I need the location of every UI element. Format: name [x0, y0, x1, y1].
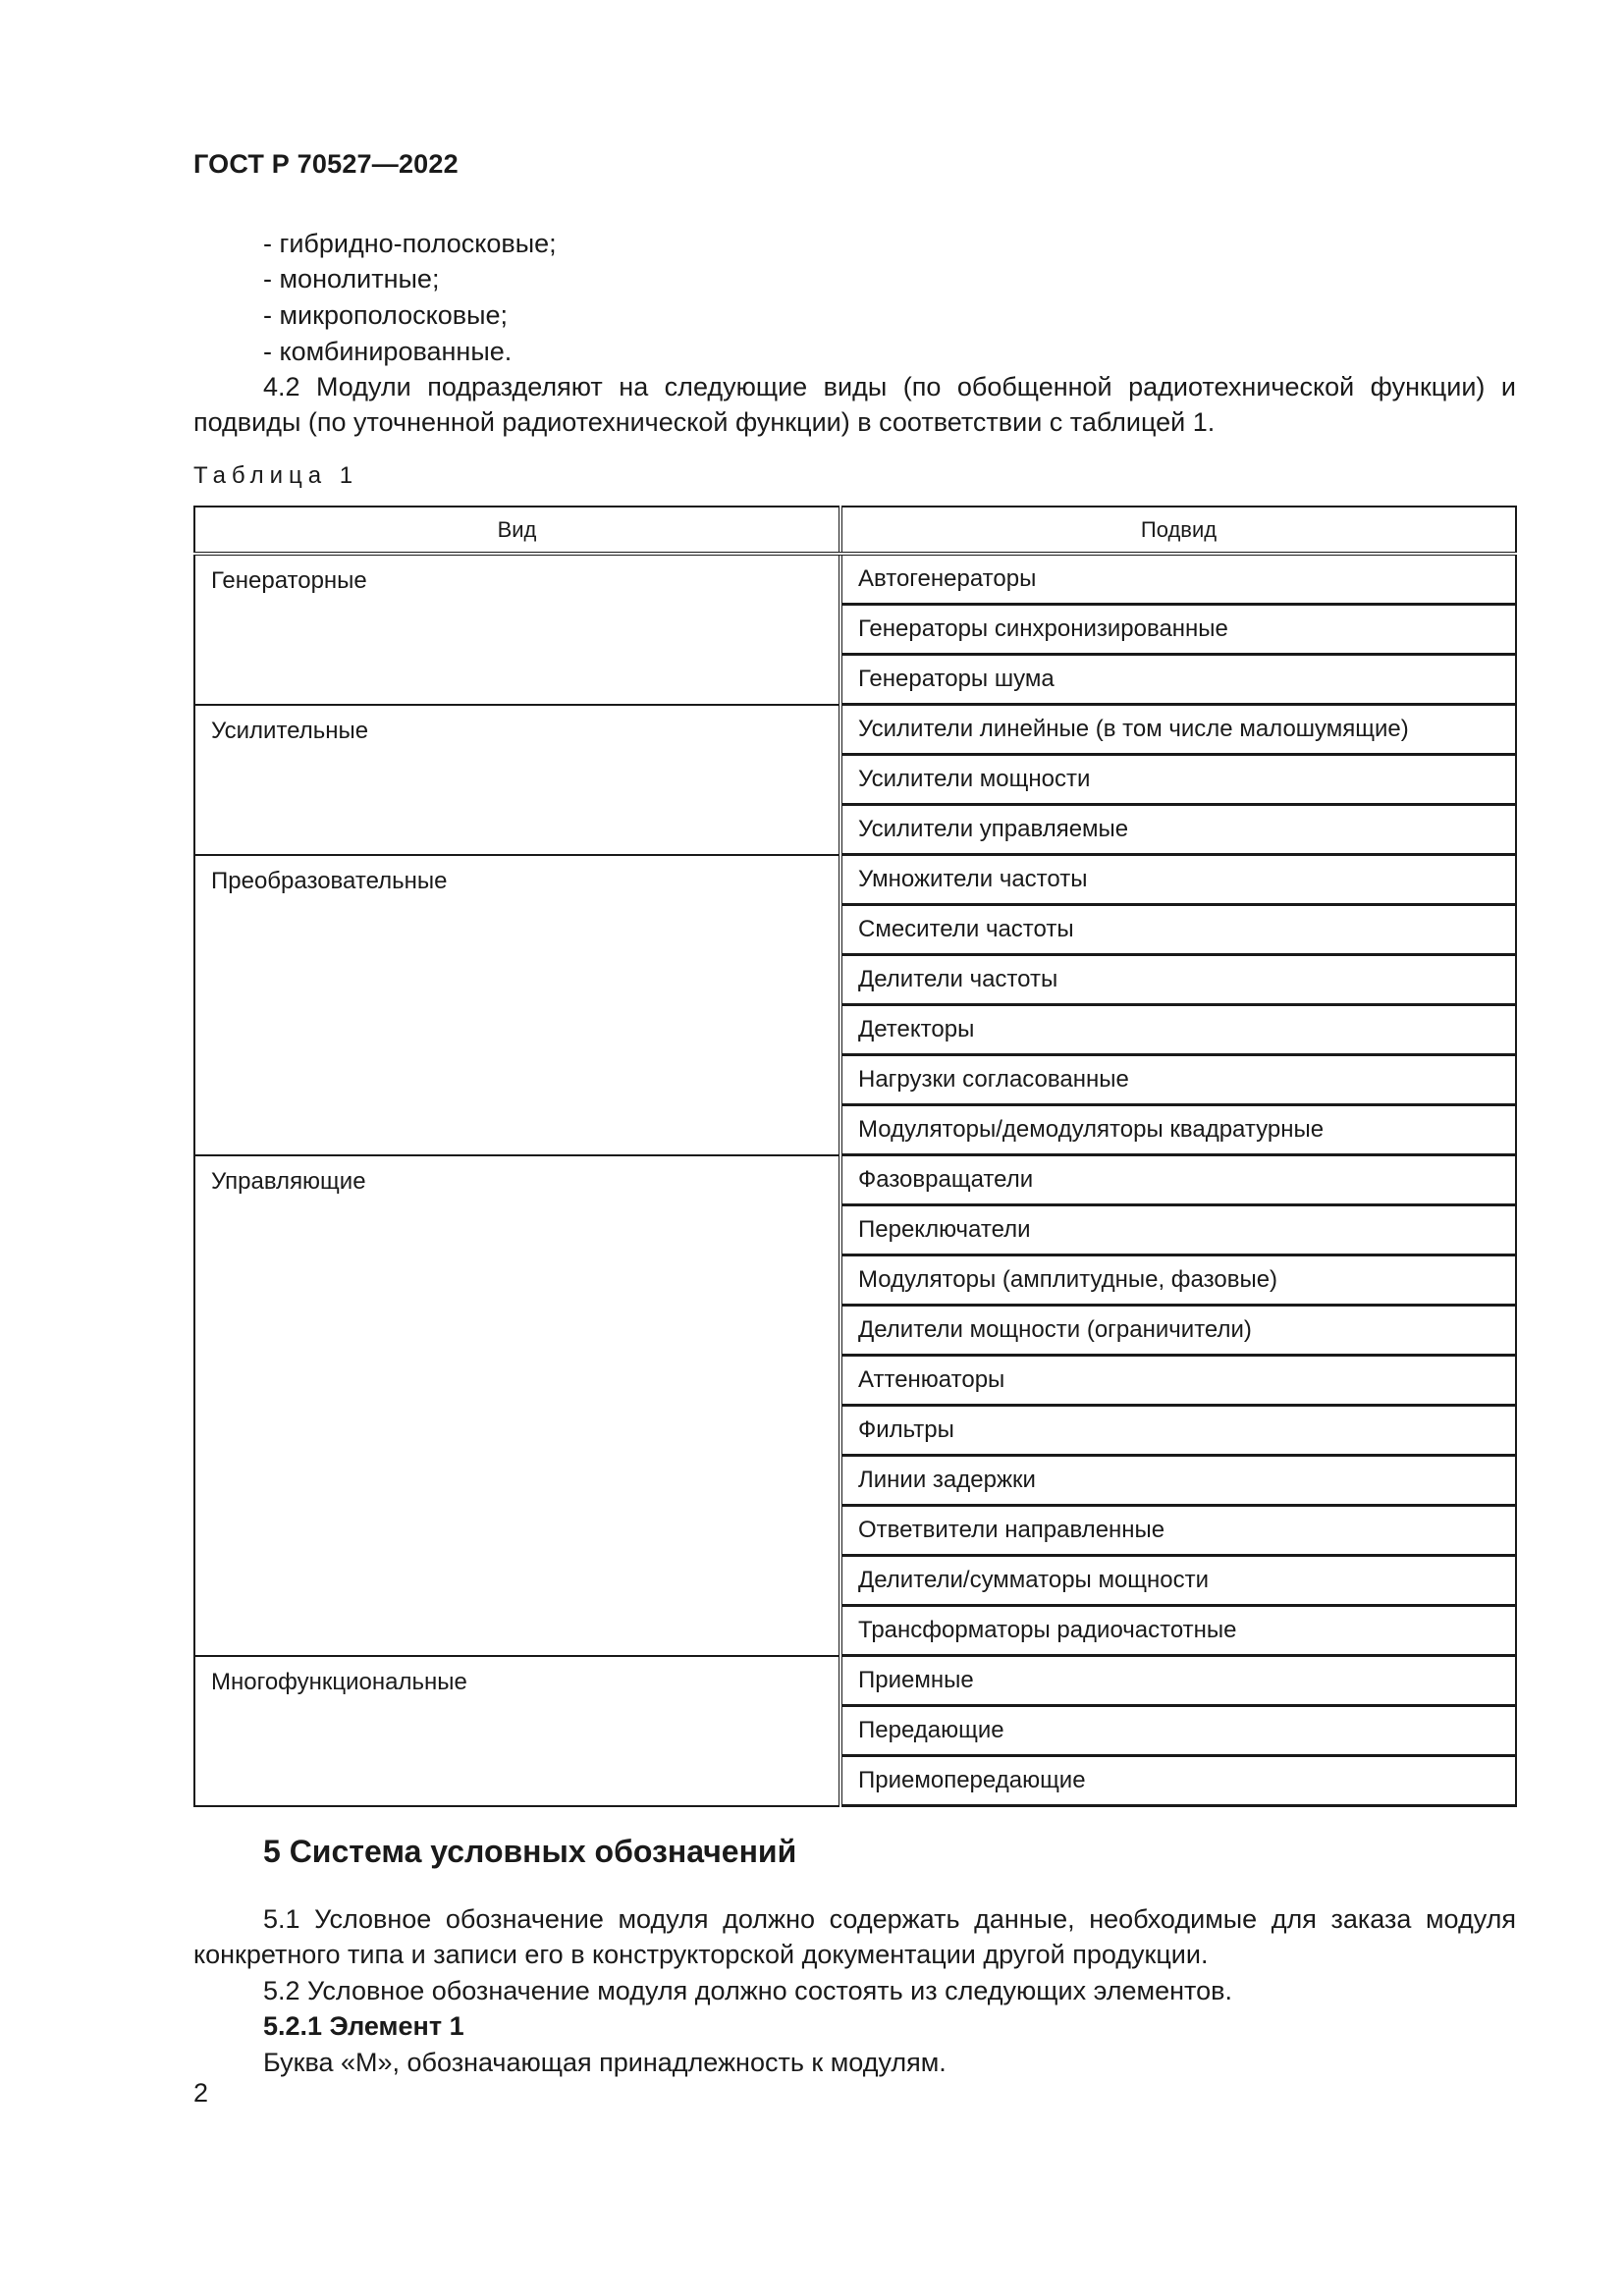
- table-caption: Таблица 1: [193, 462, 359, 489]
- table-row: [194, 705, 1516, 755]
- subkind-cell: Фазовращатели: [840, 1155, 1516, 1205]
- paragraph-5-2-1: Буква «М», обозначающая принадлежность к модулям.: [263, 2048, 947, 2077]
- subsection-heading: 5.2.1 Элемент 1: [263, 2011, 464, 2041]
- subkind-cell: Генераторы синхронизированные: [840, 605, 1516, 655]
- module-types-table: [193, 506, 1517, 1807]
- subkind-cell: Усилители линейные (в том числе малошумящие): [840, 705, 1516, 755]
- table-row: [194, 554, 1516, 605]
- paragraph-line: подвиды (по уточненной радиотехнической функции) в соответствии с таблицей 1.: [193, 407, 1216, 437]
- subkind-cell: Делители/сумматоры мощности: [840, 1556, 1516, 1606]
- kind-cell: Генераторные: [194, 554, 840, 705]
- subkind-cell: Усилители мощности: [840, 755, 1516, 805]
- subkind-cell: Делители частоты: [840, 955, 1516, 1005]
- subkind-cell: Ответвители направленные: [840, 1506, 1516, 1556]
- section-title: 5 Система условных обозначений: [263, 1834, 797, 1869]
- kind-cell: Преобразовательные: [194, 855, 840, 1155]
- subkind-cell: Приемные: [840, 1656, 1516, 1706]
- subkind-cell: Трансформаторы радиочастотные: [840, 1606, 1516, 1656]
- subkind-cell: Автогенераторы: [840, 554, 1516, 605]
- subkind-cell: Линии задержки: [840, 1456, 1516, 1506]
- subkind-cell: Фильтры: [840, 1406, 1516, 1456]
- subkind-cell: Делители мощности (ограничители): [840, 1306, 1516, 1356]
- subkind-cell: Модуляторы (амплитудные, фазовые): [840, 1255, 1516, 1306]
- table-row: [194, 1155, 1516, 1205]
- kind-cell: Управляющие: [194, 1155, 840, 1656]
- table-row: [194, 1656, 1516, 1706]
- subkind-cell: Передающие: [840, 1706, 1516, 1756]
- subkind-cell: Нагрузки согласованные: [840, 1055, 1516, 1105]
- subkind-cell: Приемопередающие: [840, 1756, 1516, 1806]
- document-code: ГОСТ Р 70527—2022: [193, 149, 459, 179]
- paragraph-line: конкретного типа и записи его в конструкторской документации другой продукции.: [193, 1940, 1209, 1969]
- list-item: - микрополосковые;: [263, 300, 508, 330]
- subkind-cell: Детекторы: [840, 1005, 1516, 1055]
- subkind-cell: Аттенюаторы: [840, 1356, 1516, 1406]
- subkind-cell: Смесители частоты: [840, 905, 1516, 955]
- paragraph-line: 4.2 Модули подразделяют на следующие виды (по обобщенной радиотехнической функции) и: [263, 372, 1516, 401]
- list-item: - комбинированные.: [263, 337, 513, 366]
- subkind-cell: Переключатели: [840, 1205, 1516, 1255]
- kind-cell: Усилительные: [194, 705, 840, 855]
- paragraph-line: 5.1 Условное обозначение модуля должно содержать данные, необходимые для заказа модуля: [263, 1904, 1516, 1934]
- page-number: 2: [193, 2078, 209, 2108]
- table-body: [194, 554, 1516, 1806]
- subkind-cell: Усилители управляемые: [840, 805, 1516, 855]
- paragraph-5-2: 5.2 Условное обозначение модуля должно состоять из следующих элементов.: [263, 1976, 1232, 2005]
- column-header-subkind: Подвид: [840, 507, 1516, 554]
- paragraph-4-2: [193, 369, 1516, 440]
- list-item: - гибридно-полосковые;: [263, 229, 557, 258]
- table-header-row: [194, 507, 1516, 554]
- subkind-cell: Умножители частоты: [840, 855, 1516, 905]
- paragraph-5-1: [193, 1901, 1516, 1972]
- column-header-kind: Вид: [194, 507, 840, 554]
- subkind-cell: Модуляторы/демодуляторы квадратурные: [840, 1105, 1516, 1155]
- table-row: [194, 855, 1516, 905]
- list-item: - монолитные;: [263, 264, 440, 294]
- subkind-cell: Генераторы шума: [840, 655, 1516, 705]
- kind-cell: Многофункциональные: [194, 1656, 840, 1806]
